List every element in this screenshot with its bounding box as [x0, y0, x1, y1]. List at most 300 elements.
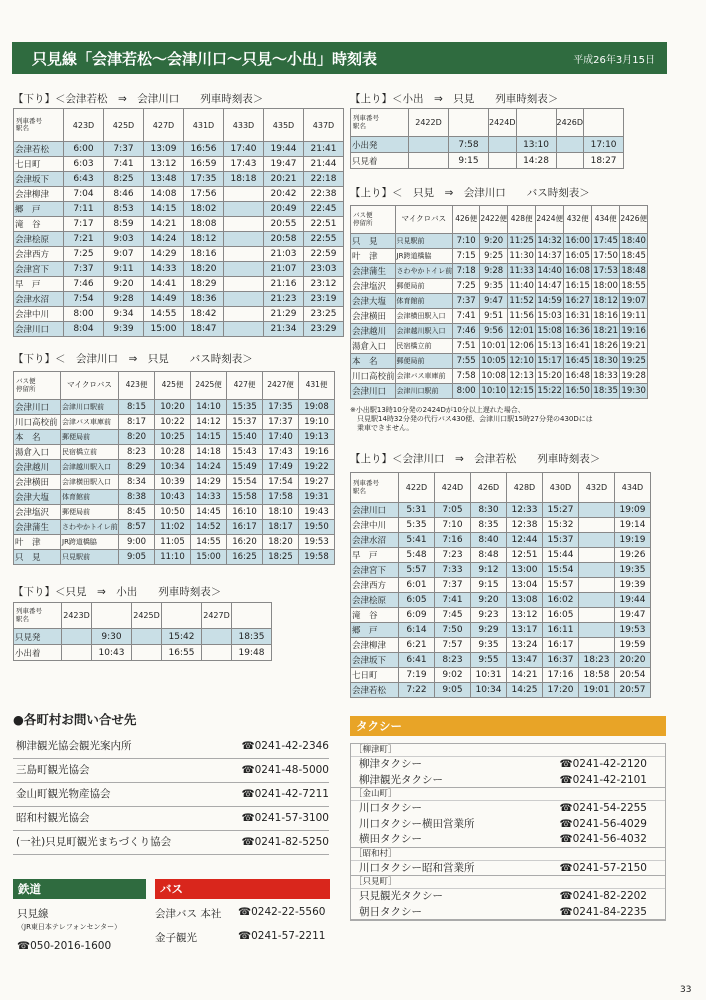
time-cell: 19:28 — [620, 369, 648, 384]
table-row — [14, 247, 344, 262]
micro-stop: 郵便局前 — [395, 279, 453, 294]
table-row — [14, 307, 344, 322]
time-cell: 12:38 — [507, 518, 543, 533]
micro-stop: 只見駅前 — [395, 234, 453, 249]
time-cell: 14:47 — [536, 279, 564, 294]
train-number: 2425D — [132, 603, 162, 629]
time-cell: 10:08 — [480, 369, 508, 384]
taxi-row — [351, 861, 665, 877]
time-cell: 15:49 — [227, 460, 263, 475]
taxi-town: ［昭和村］ — [351, 848, 665, 861]
stop-name: 只 見 — [351, 234, 396, 249]
taxi-row — [351, 832, 665, 848]
time-cell: 14:59 — [536, 294, 564, 309]
taxi-name: 柳津タクシー — [359, 758, 422, 770]
contact-name: 金山町観光物産協会 — [16, 788, 111, 800]
time-cell: 9:56 — [480, 324, 508, 339]
time-cell: 15:08 — [536, 324, 564, 339]
time-cell: 11:25 — [508, 234, 536, 249]
time-cell: 8:04 — [64, 322, 104, 337]
station-name: 滝 谷 — [14, 217, 64, 232]
contact-name: (一社)只見町観光まちづくり協会 — [16, 836, 172, 848]
time-cell: 14:40 — [536, 264, 564, 279]
table-row — [14, 505, 335, 520]
time-cell: 10:43 — [155, 490, 191, 505]
timetable-up-train-1 — [350, 108, 669, 169]
time-cell: 9:35 — [471, 638, 507, 653]
contact-row — [13, 735, 329, 759]
time-cell: 18:30 — [592, 354, 620, 369]
time-cell: 16:50 — [564, 384, 592, 399]
time-cell: 19:47 — [264, 157, 304, 172]
train-number: 422D — [399, 473, 435, 503]
station-name: 郷 戸 — [14, 202, 64, 217]
station-name: 早 戸 — [14, 277, 64, 292]
time-cell: 14:08 — [144, 187, 184, 202]
spacer-cell — [62, 645, 92, 661]
time-cell: 8:15 — [119, 400, 155, 415]
time-cell: 7:15 — [453, 249, 480, 264]
table-row — [351, 653, 651, 668]
time-cell: 7:46 — [453, 324, 480, 339]
train-number: 2427D — [202, 603, 232, 629]
time-cell: 5:31 — [399, 503, 435, 518]
timetable-down-train-1 — [13, 108, 344, 337]
contacts-list — [13, 735, 329, 855]
time-cell: 18:55 — [620, 279, 648, 294]
t1-heading: 【下り】＜会津若松 ⇒ 会津川口 列車時刻表＞ — [13, 93, 264, 105]
table-row — [14, 445, 335, 460]
time-cell: 14:24 — [191, 460, 227, 475]
time-cell: 15:44 — [543, 548, 579, 563]
time-cell: 13:08 — [507, 593, 543, 608]
time-cell: 12:33 — [507, 503, 543, 518]
contact-name: 柳津観光協会観光案内所 — [16, 740, 132, 752]
time-cell: 14:28 — [516, 153, 556, 169]
time-cell: 18:40 — [620, 234, 648, 249]
time-cell: 18:08 — [184, 217, 224, 232]
rail-sub: （JR東日本テレフォンセンター） — [17, 923, 122, 931]
time-cell: 15:00 — [144, 322, 184, 337]
time-cell: 8:40 — [471, 533, 507, 548]
time-cell: 13:17 — [507, 623, 543, 638]
time-cell: 14:18 — [191, 445, 227, 460]
time-cell: 13:47 — [507, 653, 543, 668]
spacer-cell — [584, 109, 624, 137]
table-row — [14, 262, 344, 277]
time-cell: 14:21 — [507, 668, 543, 683]
time-cell: 19:01 — [579, 683, 615, 698]
time-cell: 18:23 — [579, 653, 615, 668]
micro-stop: 会津越川駅入口 — [395, 324, 453, 339]
time-cell: 13:24 — [507, 638, 543, 653]
corner-label — [14, 603, 62, 629]
time-cell: 7:41 — [104, 157, 144, 172]
timetable-up-train-2 — [350, 472, 651, 698]
micro-stop: JR跨道橋脇 — [395, 249, 453, 264]
time-cell: 20:42 — [264, 187, 304, 202]
time-cell — [579, 623, 615, 638]
time-cell: 9:25 — [480, 249, 508, 264]
taxi-row — [351, 889, 665, 905]
taxi-tel: ☎0241-42-2120 — [559, 758, 647, 770]
time-cell: 7:58 — [453, 369, 480, 384]
taxi-title: タクシー — [350, 716, 666, 736]
time-cell — [579, 533, 615, 548]
station-name: 会津桧原 — [351, 593, 399, 608]
time-cell: 9:15 — [471, 578, 507, 593]
time-cell: 19:16 — [620, 324, 648, 339]
table-row — [14, 629, 327, 645]
micro-stop: 体育館前 — [61, 490, 119, 505]
spacer-cell — [202, 629, 232, 645]
time-cell: 8:29 — [119, 460, 155, 475]
time-cell: 9:03 — [104, 232, 144, 247]
corner-label — [14, 109, 64, 142]
time-cell: 14:24 — [144, 232, 184, 247]
time-cell: 14:25 — [507, 683, 543, 698]
time-cell: 14:41 — [144, 277, 184, 292]
time-cell: 10:05 — [480, 354, 508, 369]
time-cell: 9:47 — [480, 294, 508, 309]
rail-tel: ☎050-2016-1600 — [17, 940, 112, 952]
bus-number: 431便 — [299, 372, 335, 400]
station-name: 郷 戸 — [351, 623, 399, 638]
time-cell: 17:50 — [592, 249, 620, 264]
micro-stop: 民宿橋立前 — [395, 339, 453, 354]
table-row — [14, 535, 335, 550]
time-cell: 18:16 — [184, 247, 224, 262]
stop-name: 会津川口 — [14, 400, 61, 415]
time-cell: 15:58 — [227, 490, 263, 505]
bus-number: 2424便 — [536, 206, 564, 234]
time-cell: 9:00 — [119, 535, 155, 550]
table-row — [351, 294, 648, 309]
time-cell: 16:17 — [227, 520, 263, 535]
time-cell: 20:58 — [264, 232, 304, 247]
label-top: 列車番号 — [16, 116, 42, 125]
station-name: 会津中川 — [351, 518, 399, 533]
time-cell: 14:37 — [536, 249, 564, 264]
time-cell: 15:54 — [227, 475, 263, 490]
time-cell: 10:34 — [471, 683, 507, 698]
t3-heading: 【下り】＜只見 ⇒ 小出 列車時刻表＞ — [13, 586, 222, 598]
rail-title: 鉄道 — [13, 879, 146, 899]
bus-number: 427便 — [227, 372, 263, 400]
t5-heading: 【上り】＜ 只見 ⇒ 会津川口 バス時刻表＞ — [350, 187, 590, 199]
bus-number: 2425便 — [191, 372, 227, 400]
time-cell: 15:43 — [227, 445, 263, 460]
table-row — [14, 645, 327, 661]
spacer-cell — [162, 603, 202, 629]
stop-name: 会津大塩 — [351, 294, 396, 309]
time-cell: 10:28 — [155, 445, 191, 460]
contact-row — [13, 783, 329, 807]
time-cell: 7:45 — [435, 608, 471, 623]
time-cell: 9:35 — [480, 279, 508, 294]
time-cell: 22:18 — [304, 172, 344, 187]
train-number: 435D — [264, 109, 304, 142]
table-row — [351, 578, 651, 593]
micro-stop: 民宿橋立前 — [61, 445, 119, 460]
time-cell: 23:03 — [304, 262, 344, 277]
time-cell: 17:10 — [584, 137, 624, 153]
table-row — [14, 490, 335, 505]
time-cell: 7:23 — [435, 548, 471, 563]
time-cell: 14:15 — [191, 430, 227, 445]
time-cell — [579, 608, 615, 623]
time-cell: 11:33 — [508, 264, 536, 279]
micro-stop: 只見駅前 — [61, 550, 119, 565]
label-top: バス便 — [353, 211, 373, 220]
time-cell: 15:37 — [543, 533, 579, 548]
time-cell: 8:45 — [119, 505, 155, 520]
table-row — [351, 683, 651, 698]
micro-stop: 会津横田駅入口 — [395, 309, 453, 324]
train-number: 431D — [184, 109, 224, 142]
stop-name: 川口高校前 — [351, 369, 396, 384]
contact-row — [13, 831, 329, 855]
time-cell: 20:49 — [264, 202, 304, 217]
time-cell: 20:20 — [615, 653, 651, 668]
time-cell: 16:20 — [227, 535, 263, 550]
time-cell: 16:25 — [227, 550, 263, 565]
time-cell: 9:39 — [104, 322, 144, 337]
time-cell: 17:56 — [184, 187, 224, 202]
station-name: 早 戸 — [351, 548, 399, 563]
spacer-cell — [556, 137, 584, 153]
time-cell: 16:37 — [543, 653, 579, 668]
table-row — [14, 550, 335, 565]
time-cell: 22:38 — [304, 187, 344, 202]
time-cell: 7:18 — [453, 264, 480, 279]
time-cell: 9:15 — [449, 153, 489, 169]
table-row — [351, 279, 648, 294]
station-name: 会津西方 — [14, 247, 64, 262]
micro-stop: 会津バス車庫前 — [61, 415, 119, 430]
time-cell: 7:50 — [435, 623, 471, 638]
time-cell: 19:44 — [264, 142, 304, 157]
time-cell: 19:43 — [299, 505, 335, 520]
micro-stop: 郵便局前 — [395, 354, 453, 369]
time-cell: 18:47 — [184, 322, 224, 337]
time-cell: 14:55 — [191, 535, 227, 550]
stop-name: 会津川口 — [351, 384, 396, 399]
time-cell: 8:34 — [119, 475, 155, 490]
corner-label — [351, 109, 409, 137]
table-row — [14, 142, 344, 157]
spacer-cell — [202, 645, 232, 661]
time-cell: 18:48 — [620, 264, 648, 279]
time-cell: 6:00 — [64, 142, 104, 157]
time-cell: 22:59 — [304, 247, 344, 262]
time-cell: 18:00 — [592, 279, 620, 294]
time-cell: 16:45 — [564, 354, 592, 369]
time-cell: 7:05 — [435, 503, 471, 518]
spacer-cell — [132, 629, 162, 645]
time-cell: 7:04 — [64, 187, 104, 202]
time-cell: 16:31 — [564, 309, 592, 324]
time-cell: 7:10 — [453, 234, 480, 249]
time-cell: 16:08 — [564, 264, 592, 279]
bus-number: 432便 — [564, 206, 592, 234]
train-number: 425D — [104, 109, 144, 142]
time-cell: 18:12 — [592, 294, 620, 309]
time-cell — [579, 578, 615, 593]
bus-tel-0: ☎0242-22-5560 — [238, 906, 326, 918]
delay-note: ※小出駅13時10分発の2424Dが10分以上遅れた場合、 只見駅14時32分発の代行バス430便、会津川口駅15時27分発の430Dには 乗車できません。 — [350, 406, 593, 433]
label-top: 列車番号 — [353, 479, 379, 488]
t4-heading: 【上り】＜小出 ⇒ 只見 列車時刻表＞ — [350, 93, 559, 105]
micro-stop: 会津川口駅前 — [61, 400, 119, 415]
time-cell: 7:55 — [453, 354, 480, 369]
time-cell: 18:42 — [184, 307, 224, 322]
time-cell: 19:10 — [299, 415, 335, 430]
train-number: 433D — [224, 109, 264, 142]
label-top: 列車番号 — [353, 114, 379, 123]
time-cell: 19:27 — [299, 475, 335, 490]
station-name: 会津桧原 — [14, 232, 64, 247]
time-cell: 9:05 — [435, 683, 471, 698]
time-cell: 7:41 — [435, 593, 471, 608]
time-cell: 9:34 — [104, 307, 144, 322]
table-row — [14, 157, 344, 172]
time-cell: 15:27 — [543, 503, 579, 518]
time-cell: 17:35 — [263, 400, 299, 415]
micro-stop: 会津川口駅前 — [395, 384, 453, 399]
spacer-cell — [62, 629, 92, 645]
time-cell: 11:56 — [508, 309, 536, 324]
station-name: 只見発 — [14, 629, 62, 645]
taxi-town: ［金山町］ — [351, 788, 665, 801]
train-number: 427D — [144, 109, 184, 142]
time-cell: 15:13 — [536, 339, 564, 354]
time-cell — [579, 638, 615, 653]
table-row — [14, 322, 344, 337]
time-cell: 10:43 — [92, 645, 132, 661]
time-cell: 7:25 — [64, 247, 104, 262]
time-cell: 7:57 — [435, 638, 471, 653]
time-cell: 19:08 — [299, 400, 335, 415]
time-cell: 10:22 — [155, 415, 191, 430]
time-cell: 7:11 — [64, 202, 104, 217]
time-cell: 16:27 — [564, 294, 592, 309]
time-cell: 16:15 — [564, 279, 592, 294]
time-cell: 18:12 — [184, 232, 224, 247]
time-cell: 10:31 — [471, 668, 507, 683]
table-row — [14, 415, 335, 430]
corner-label — [14, 372, 61, 400]
time-cell: 17:40 — [263, 430, 299, 445]
table-row — [351, 608, 651, 623]
time-cell: 7:46 — [64, 277, 104, 292]
taxi-tel: ☎0241-84-2235 — [559, 905, 647, 918]
stop-name: 会津塩沢 — [351, 279, 396, 294]
label-bottom: 駅名 — [353, 121, 366, 130]
station-name: 会津水沼 — [351, 533, 399, 548]
table-row — [351, 354, 648, 369]
station-name: 会津坂下 — [351, 653, 399, 668]
table-row — [351, 518, 651, 533]
date-label: 平成26年3月15日 — [573, 54, 655, 66]
time-cell: 15:57 — [543, 578, 579, 593]
time-cell: 12:06 — [508, 339, 536, 354]
time-cell: 9:02 — [435, 668, 471, 683]
label-bottom: 停留所 — [353, 218, 373, 227]
time-cell: 13:09 — [144, 142, 184, 157]
time-cell: 7:33 — [435, 563, 471, 578]
stop-name: 会津大塩 — [14, 490, 61, 505]
train-number: 423D — [64, 109, 104, 142]
time-cell: 19:14 — [615, 518, 651, 533]
taxi-name: 川口タクシー — [359, 802, 422, 814]
time-cell: 19:13 — [299, 430, 335, 445]
label-bottom: 駅名 — [16, 124, 29, 132]
time-cell: 19:16 — [299, 445, 335, 460]
time-cell: 5:57 — [399, 563, 435, 578]
time-cell: 17:49 — [263, 460, 299, 475]
time-cell: 15:35 — [227, 400, 263, 415]
time-cell: 22:45 — [304, 202, 344, 217]
time-cell: 19:25 — [620, 354, 648, 369]
time-cell: 15:42 — [162, 629, 202, 645]
time-cell: 16:41 — [564, 339, 592, 354]
time-cell: 17:40 — [224, 142, 264, 157]
station-name: 会津宮下 — [351, 563, 399, 578]
time-cell — [579, 563, 615, 578]
time-cell: 7:21 — [64, 232, 104, 247]
train-number: 434D — [615, 473, 651, 503]
table-row — [14, 187, 344, 202]
taxi-row — [351, 801, 665, 817]
time-cell: 19:58 — [299, 550, 335, 565]
time-cell: 16:10 — [227, 505, 263, 520]
time-cell: 17:20 — [543, 683, 579, 698]
label-bottom: 駅名 — [353, 486, 366, 495]
station-name: 会津水沼 — [14, 292, 64, 307]
time-cell: 14:29 — [144, 247, 184, 262]
taxi-tel: ☎0241-56-4029 — [559, 817, 647, 830]
contact-tel: ☎0241-82-5250 — [241, 836, 329, 848]
time-cell: 18:18 — [224, 172, 264, 187]
corner-label — [351, 473, 399, 503]
time-cell — [224, 232, 264, 247]
taxi-tel: ☎0241-54-2255 — [559, 802, 647, 814]
time-cell: 11:02 — [155, 520, 191, 535]
time-cell: 17:58 — [263, 490, 299, 505]
time-cell: 18:25 — [263, 550, 299, 565]
stop-name: 会津越川 — [351, 324, 396, 339]
time-cell: 16:17 — [543, 638, 579, 653]
time-cell: 12:13 — [508, 369, 536, 384]
spacer-cell — [489, 137, 517, 153]
time-cell: 6:14 — [399, 623, 435, 638]
micro-stop: 会津横田駅入口 — [61, 475, 119, 490]
stop-name: 会津横田 — [351, 309, 396, 324]
time-cell: 22:51 — [304, 217, 344, 232]
bus-number: 2422便 — [480, 206, 508, 234]
time-cell: 9:51 — [480, 309, 508, 324]
time-cell: 18:27 — [584, 153, 624, 169]
time-cell: 18:17 — [263, 520, 299, 535]
time-cell: 14:33 — [144, 262, 184, 277]
train-number: 426D — [471, 473, 507, 503]
time-cell: 17:53 — [592, 264, 620, 279]
stop-name: 湯倉入口 — [14, 445, 61, 460]
taxi-name: 川口タクシー昭和営業所 — [359, 861, 475, 874]
station-name: 会津若松 — [351, 683, 399, 698]
station-name: 会津川口 — [14, 322, 64, 337]
